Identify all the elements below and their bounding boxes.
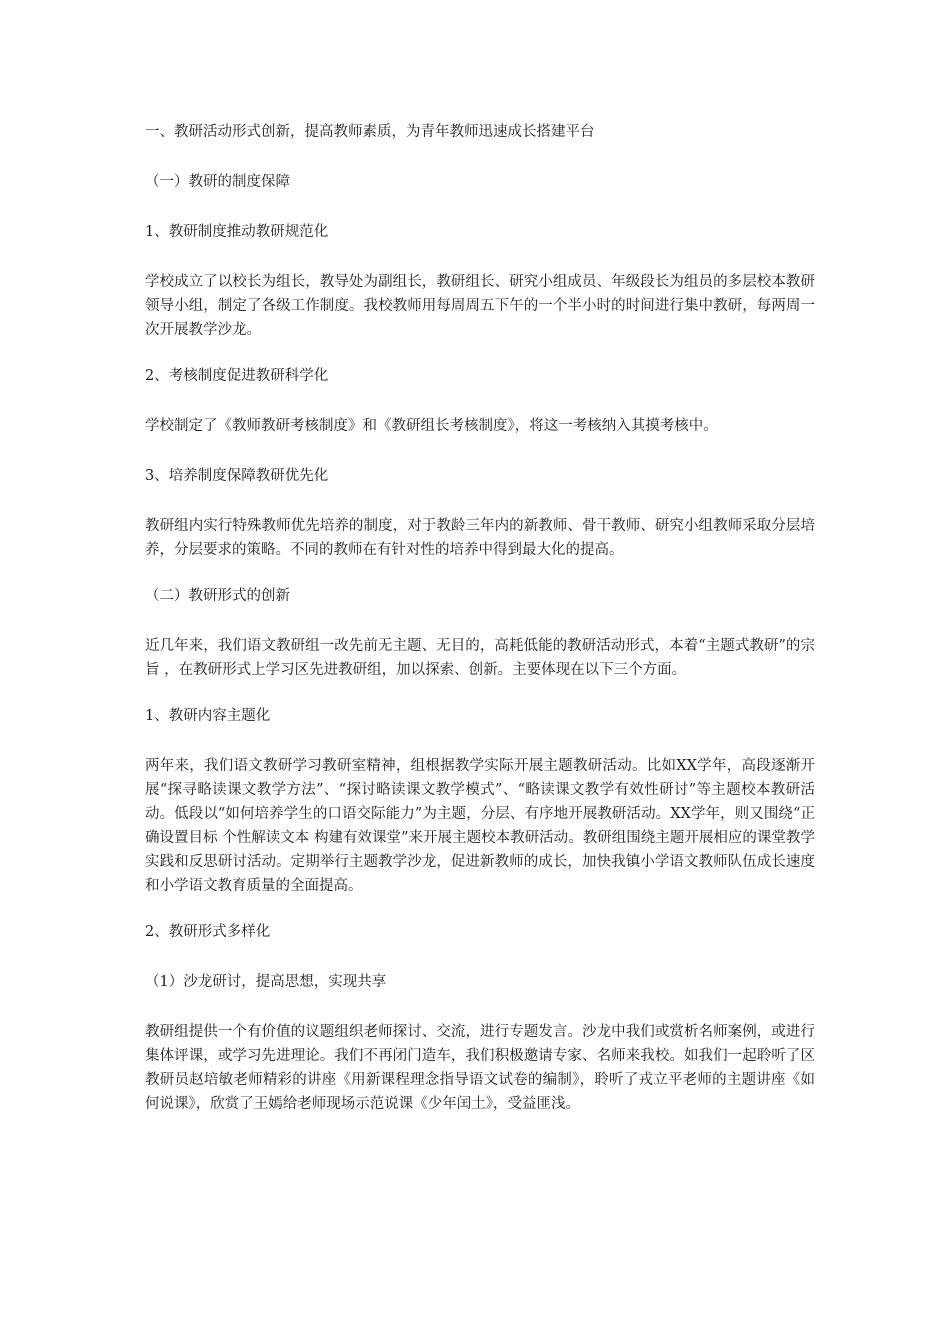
item-heading: 1、教研制度推动教研规范化 [145, 224, 329, 240]
section-heading: 一、教研活动形式创新，提高教师素质，为青年教师迅速成长搭建平台 [145, 124, 595, 140]
item-heading: 1、教研内容主题化 [145, 708, 271, 724]
item-heading: 2、考核制度促进教研科学化 [145, 368, 329, 384]
subsection-heading: （二）教研形式的创新 [145, 588, 290, 604]
subitem-heading: （1）沙龙研讨，提高思想，实现共享 [145, 974, 387, 990]
document-body [145, 120, 815, 1116]
item-heading: 3、培养制度保障教研优先化 [145, 468, 329, 484]
paragraph: 学校成立了以校长为组长，教导处为副组长，教研组长、研究小组成员、年级段长为组员的多层校本教研领导小组，制定了各级工作制度。我校教师用每周周五下午的一个半小时的时间进行集中教研，每两周一次开展教学沙龙。 [145, 274, 815, 338]
paragraph: 教研组内实行特殊教师优先培养的制度，对于教龄三年内的新教师、骨干教师、研究小组教师采取分层培养，分层要求的策略。不同的教师在有针对性的培养中得到最大化的提高。 [145, 518, 815, 558]
item-heading: 2、教研形式多样化 [145, 924, 271, 940]
paragraph: 近几年来，我们语文教研组一改先前无主题、无目的，高耗低能的教研活动形式，本着“主题式教研”的宗旨 ，在教研形式上学习区先进教研组，加以探索、创新。主要体现在以下三个方面。 [145, 638, 815, 678]
subsection-heading: （一）教研的制度保障 [145, 174, 290, 190]
paragraph: 学校制定了《教师教研考核制度》和《教研组长考核制度》，将这一考核纳入其摸考核中。 [145, 418, 718, 434]
paragraph: 两年来，我们语文教研学习教研室精神，组根据教学实际开展主题教研活动。比如XX学年，高段逐渐开展“探寻略读课文教学方法”、“探讨略读课文教学模式”、“略读课文教学有效性研讨”等主题校本教研活动。低段以“如何培养学生的口语交际能力”为主题，分层、有序地开展教研活动。XX学年，则又围绕“正确设置目标 个性解读文本 构建有效课堂”来开展主题校本教研活动。教研组围绕主题开展相应的课堂教学实践和反思研讨活动。定期举行主题教学沙龙，促进新教师的成长，加快我镇小学语文教师队伍成长速度和小学语文教育质量的全面提高。 [145, 758, 815, 894]
paragraph: 教研组提供一个有价值的议题组织老师探讨、交流，进行专题发言。沙龙中我们或赏析名师案例，或进行集体评课，或学习先进理论。我们不再闭门造车，我们积极邀请专家、名师来我校。如我们一起聆听了区教研员赵培敏老师精彩的讲座《用新课程理念指导语文试卷的编制》，聆听了戎立平老师的主题讲座《如何说课》，欣赏了王嫣给老师现场示范说课《少年闰土》，受益匪浅。 [145, 1024, 815, 1112]
